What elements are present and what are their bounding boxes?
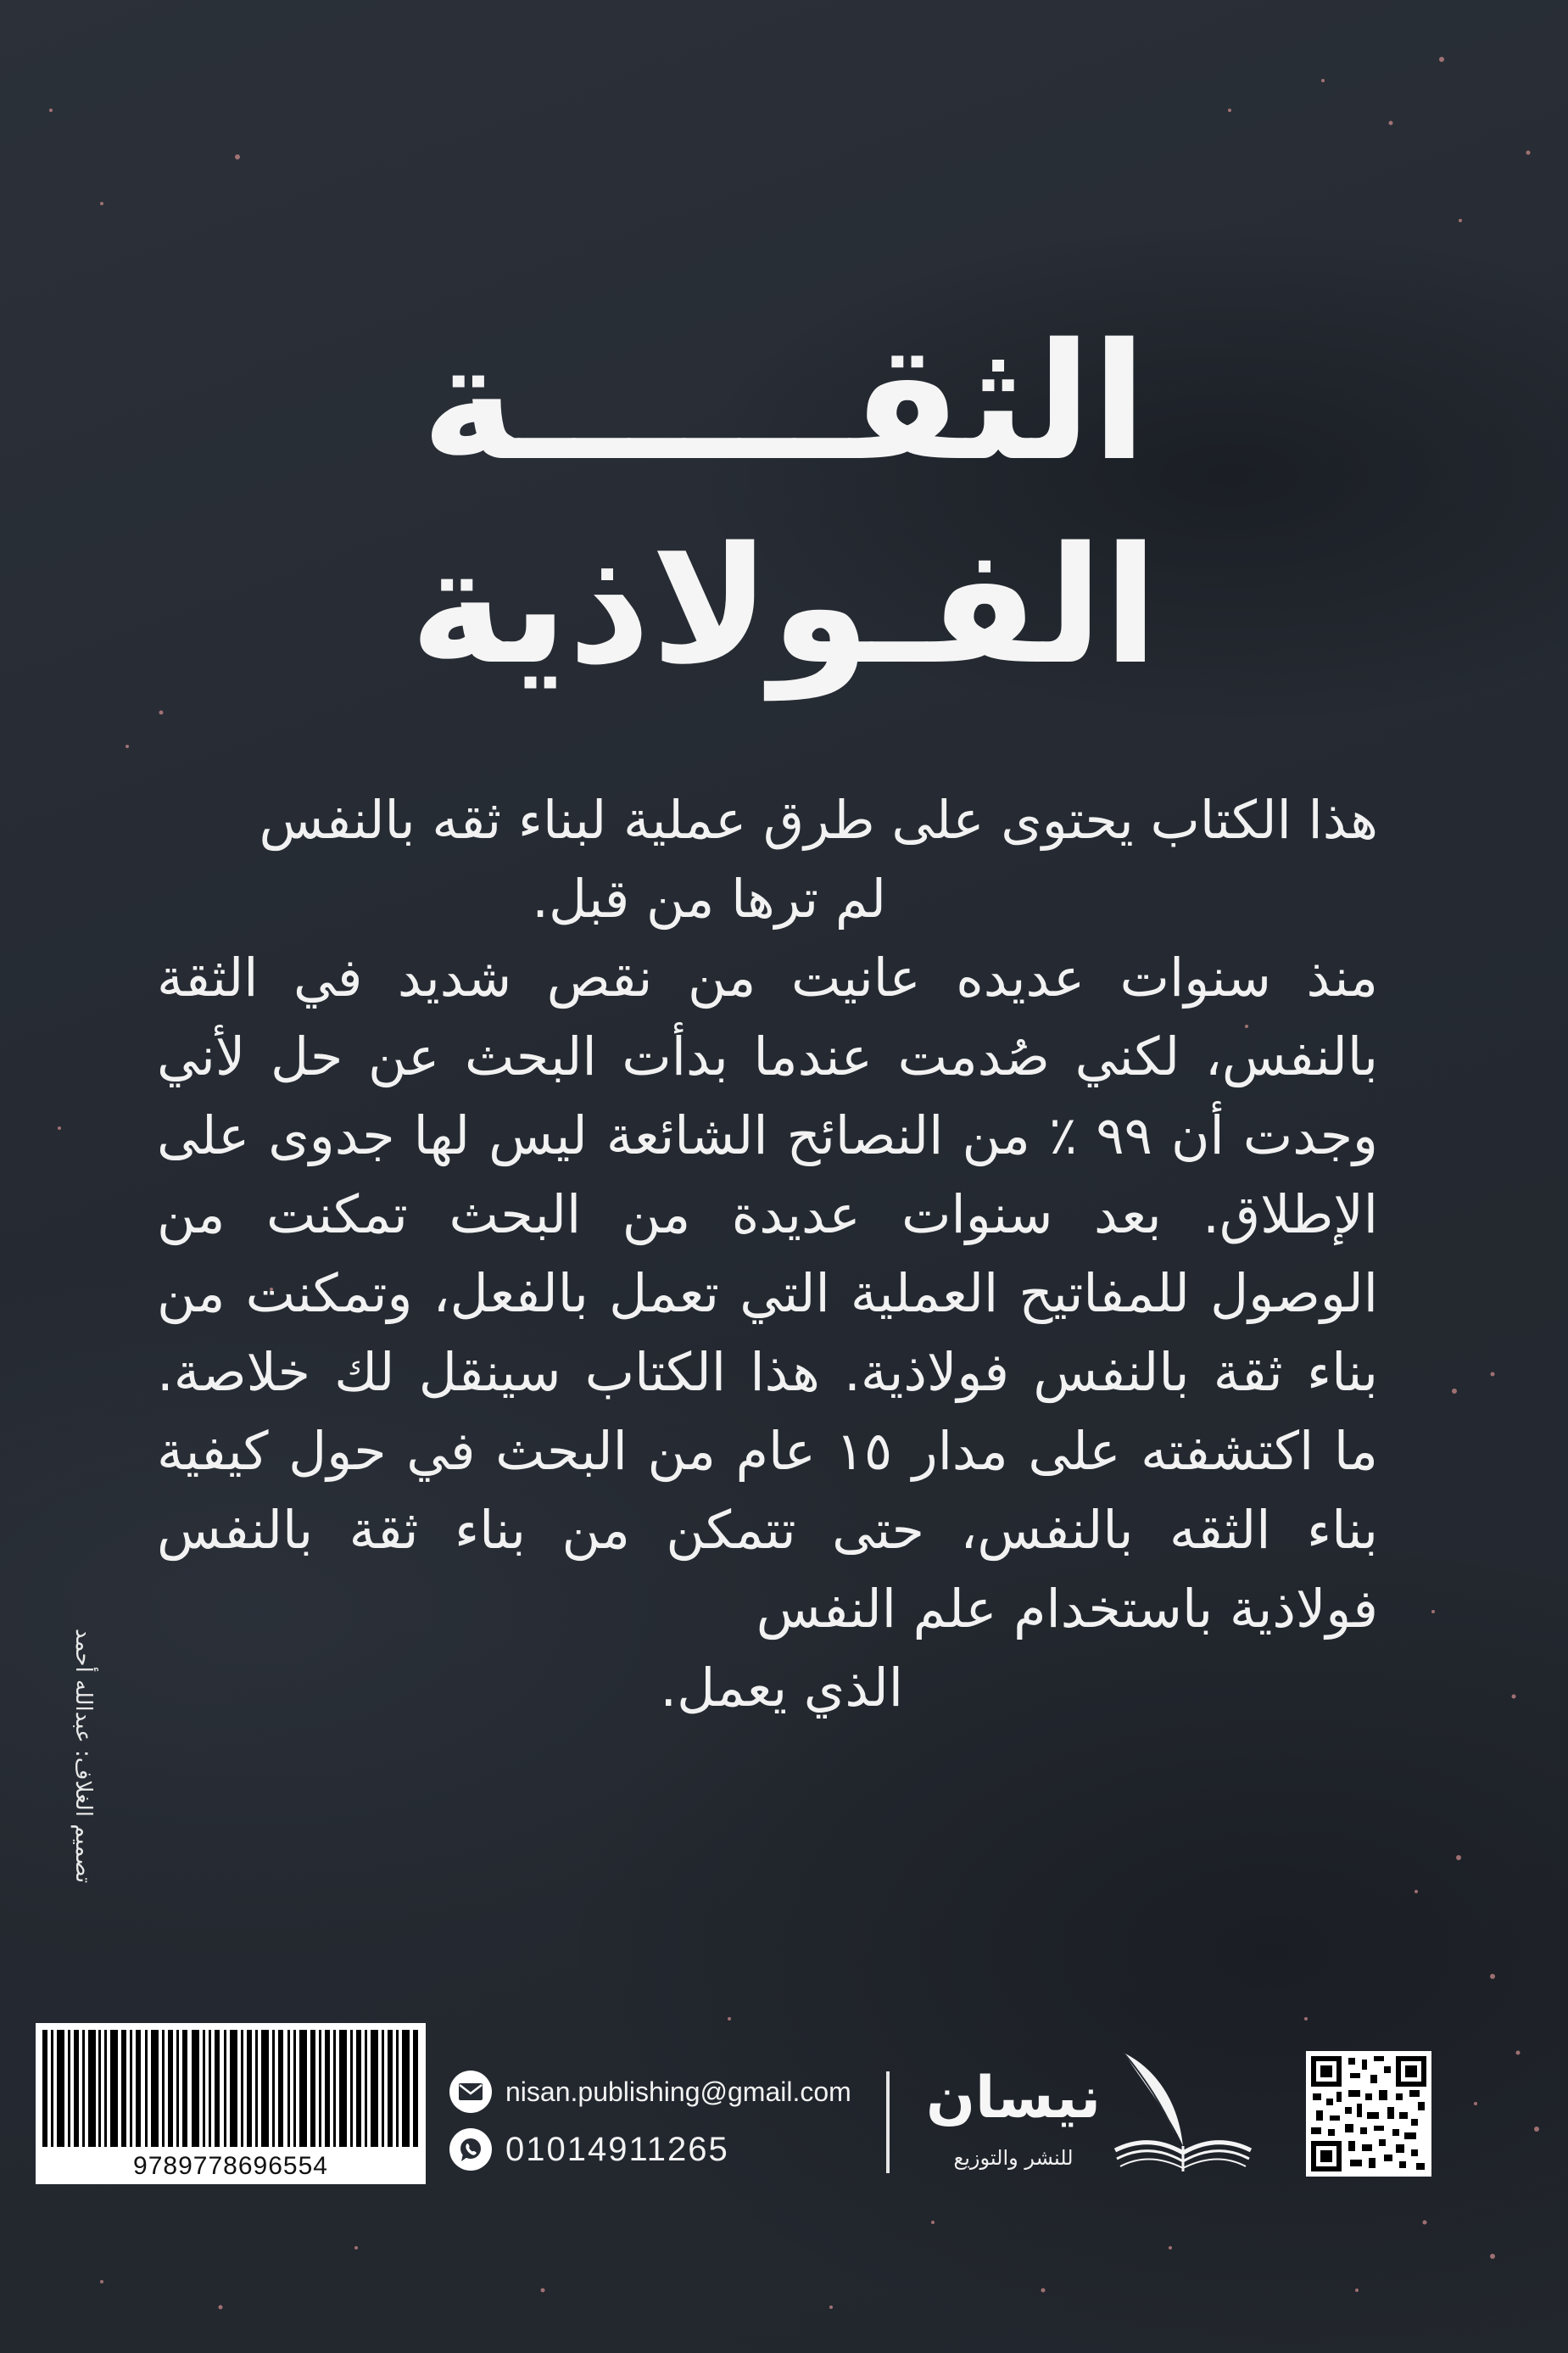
qr-code[interactable] xyxy=(1306,2051,1431,2177)
synopsis-paragraph: منذ سنوات عديده عانيت من نقص شديد في الثقة بالنفس، لكني صُدمت عندما بدأت البحث عن حل لأني وجدت أن ٩٩ ٪ من النصائح الشائعة ليس لها جدوى على الإطلاق. بعد سنوات عديدة من البحث تمكنت من الوصول للمفاتيح العملية التي تعمل بالفعل، وتمكنت من بناء ثقة بالنفس فولاذية. هذا الكتاب سينقل لك خلاصة. ما اكتشفته على مدار ١٥ عام من البحث في حول كيفية بناء الثقه بالنفس، حتى تتمكن من بناء ثقة بالنفس فولاذية باستخدام علم النفس xyxy=(157,947,1379,1640)
quill-book-icon xyxy=(1098,2044,1268,2180)
contact-email[interactable] xyxy=(449,2068,851,2115)
book-title-line-2: الفـولاذية xyxy=(410,512,1158,700)
synopsis-intro-line-1: هذا الكتاب يحتوى على طرق عملية لبناء ثقه بالنفس xyxy=(259,789,1378,851)
publisher-logo xyxy=(916,2044,1272,2197)
publisher-name: نيسان xyxy=(925,2065,1102,2132)
isbn-barcode xyxy=(36,2023,426,2184)
isbn-number: 9789778696554 xyxy=(133,2152,328,2180)
synopsis-paragraph-end: الذي يعمل. xyxy=(660,1657,903,1719)
synopsis-intro-line-2: لم ترها من قبل. xyxy=(532,868,886,930)
whatsapp-icon xyxy=(449,2128,492,2171)
phone-number[interactable]: 01014911265 xyxy=(505,2130,729,2168)
barcode-bars xyxy=(42,2030,419,2147)
email-address[interactable]: nisan.publishing@gmail.com xyxy=(505,2076,851,2107)
book-title-line-1: الثقــــــة xyxy=(421,309,1147,496)
publisher-tagline: للنشر والتوزيع xyxy=(953,2146,1074,2170)
footer-divider xyxy=(886,2071,890,2173)
email-icon xyxy=(449,2071,492,2113)
qr-code-pattern xyxy=(1311,2056,1426,2171)
contact-phone[interactable] xyxy=(449,2126,729,2173)
cover-design-credit: تصميم الغلاف: عبدالله أحمد xyxy=(70,1628,96,1884)
book-synopsis xyxy=(157,780,1378,1727)
